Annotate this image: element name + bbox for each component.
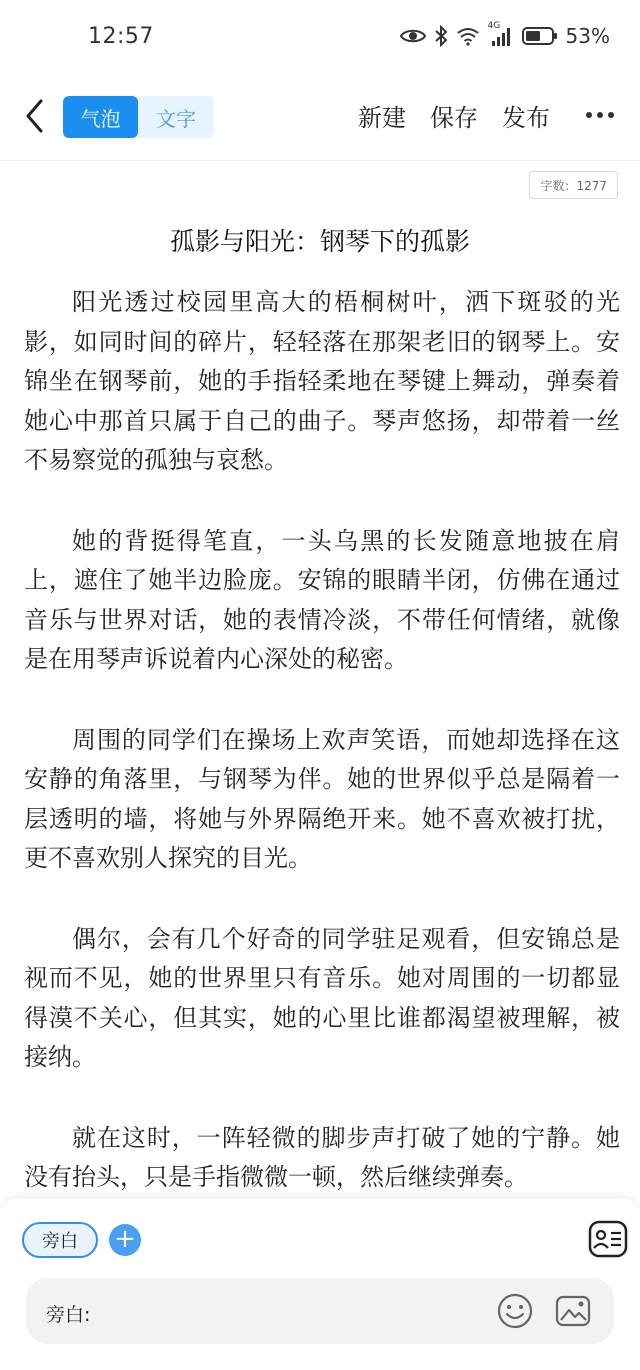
more-options-icon[interactable] [586,112,614,118]
new-button[interactable]: 新建 [358,104,406,132]
bluetooth-icon [434,25,448,47]
battery-percent: 53% [565,24,610,48]
article-body[interactable] [24,283,620,1239]
tab-bubble[interactable]: 气泡 [63,96,138,138]
article-paragraph[interactable]: 她的背挺得笔直，一头乌黑的长发随意地披在肩上，遮住了她半边脸庞。安锦的眼睛半闭，仿佛在通过音乐与世界对话，她的表情冷淡，不带任何情绪，就像是在用琴声诉说着内心深处的秘密。 [24,526,620,673]
publish-button[interactable]: 发布 [502,104,550,132]
status-time: 12:57 [88,24,154,49]
contact-card-icon [588,1220,628,1258]
article-paragraph[interactable]: 就在这时，一阵轻微的脚步声打破了她的宁静。她没有抬头，只是手指微微一顿，然后继续弹奏。 [24,1123,620,1191]
cellular-signal-icon [487,21,514,47]
status-bar [0,0,640,76]
input-role-label: 旁白: [46,1304,91,1326]
status-icons [400,21,610,48]
article-paragraph[interactable]: 偶尔，会有几个好奇的同学驻足观看，但安锦总是视而不见，她的世界里只有音乐。她对周围的一切都显得漠不关心，但其实，她的心里比谁都渴望被理解，被接纳。 [24,924,620,1071]
save-button[interactable]: 保存 [430,104,478,132]
wifi-icon [456,26,480,46]
add-role-button[interactable]: + [109,1224,141,1256]
article-paragraph[interactable]: 周围的同学们在操场上欢声笑语，而她却选择在这安静的角落里，与钢琴为伴。她的世界似乎总是隔着一层透明的墙，将她与外界隔绝开来。她不喜欢被打扰，更不喜欢别人探究的目光。 [24,725,620,872]
role-card-button[interactable] [588,1220,628,1258]
battery-icon [522,26,558,46]
dialogue-input-field[interactable] [26,1278,614,1344]
network-type-label: 4G [487,21,501,31]
back-button[interactable] [18,96,50,136]
narrator-role-chip[interactable]: 旁白 [22,1222,98,1258]
article-paragraph[interactable]: 阳光透过校园里高大的梧桐树叶，洒下斑驳的光影，如同时间的碎片，轻轻落在那架老旧的钢琴上。安锦坐在钢琴前，她的手指轻柔地在琴键上舞动，弹奏着她心中那首只属于自己的曲子。琴声悠扬，却带着一丝不易察觉的孤独与哀愁。 [24,288,620,474]
article-title[interactable]: 孤影与阳光：钢琴下的孤影 [169,227,470,256]
emoji-button[interactable] [496,1292,534,1330]
tab-text[interactable]: 文字 [156,106,196,131]
back-arrow-icon [23,98,45,134]
bottom-input-panel [0,1197,640,1370]
header-divider [0,160,640,161]
word-count-badge: 字数：1277 [529,171,618,199]
mode-segmented-control [63,96,214,138]
emoji-icon [496,1292,534,1330]
eye-icon [400,27,426,45]
toolbar-actions [358,98,550,133]
image-icon [554,1292,592,1330]
insert-image-button[interactable] [554,1292,592,1330]
top-toolbar [0,90,640,150]
